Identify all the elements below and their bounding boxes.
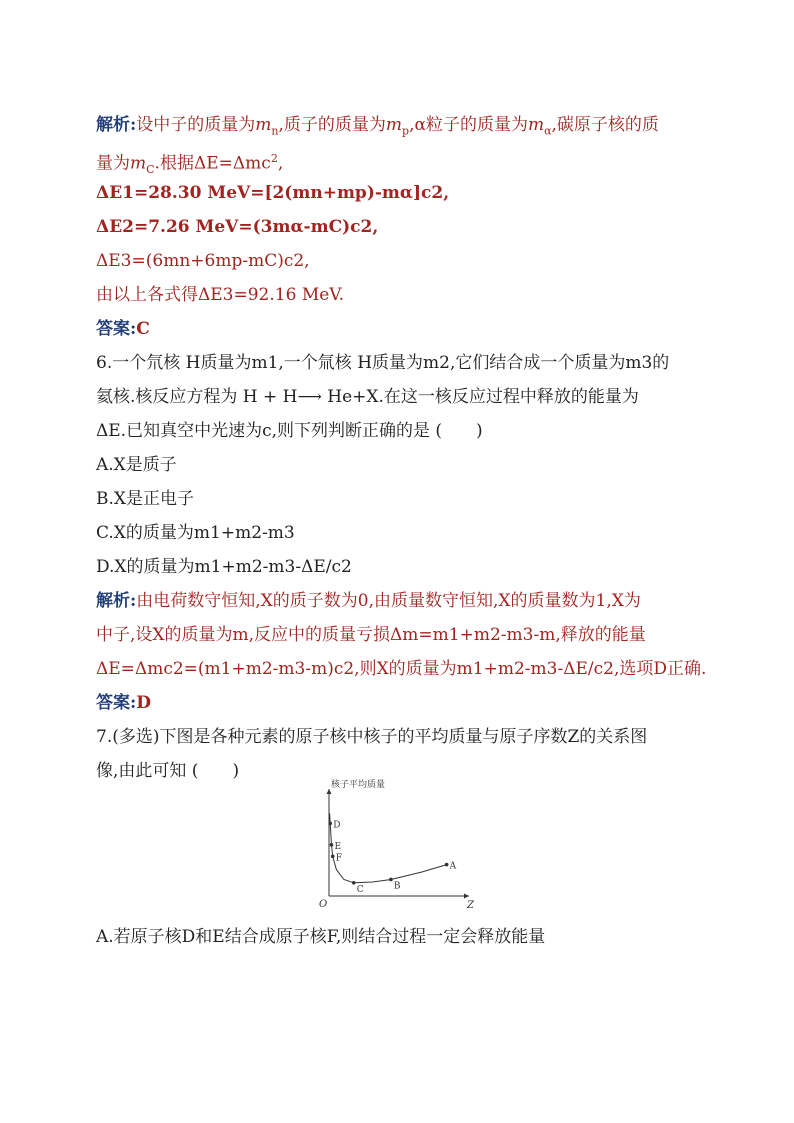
q5-answer — [96, 312, 700, 346]
point-a — [445, 863, 449, 867]
point-e — [330, 843, 334, 847]
q5-analysis-line2: 量为$m_C$.根据ΔE=Δmc$^2$, — [96, 152, 284, 177]
q6-analysis-line1: 解析:由电荷数守恒知,X的质子数为0,由质量数守恒知,X的质量数为1,X为 — [96, 591, 641, 611]
answer-value: D — [136, 693, 152, 713]
x-axis-arrow — [464, 894, 469, 899]
q6-option-c: C.X的质量为m1+m2-m3 — [96, 523, 295, 543]
q5-analysis-line5: ΔE3=(6mn+6mp-mC)c2, — [96, 251, 310, 271]
q6-stem-line1: 6.一个氘核 H质量为m1,一个氚核 H质量为m2,它们结合成一个质量为m3的 — [96, 353, 670, 373]
point-label-a: A — [449, 861, 457, 872]
point-label-d: D — [333, 820, 341, 831]
point-c — [352, 881, 356, 885]
q6-answer — [96, 686, 700, 720]
q6-analysis-line2: 中子,设X的质量为m,反应中的质量亏损Δm=m1+m2-m3-m,释放的能量 — [96, 625, 646, 645]
q7-stem-line2: 像,由此可知 ( ) — [96, 761, 240, 781]
x-axis-label: Z — [467, 900, 474, 911]
origin-label: O — [319, 899, 328, 910]
q5-analysis-line3: ΔE1=28.30 MeV=[2(mn+mp)-mα]c2, — [96, 183, 450, 203]
point-label-b: B — [393, 881, 401, 892]
q6-analysis-line3: ΔE=Δmc2=(m1+m2-m3-m)c2,则X的质量为m1+m2-m3-ΔE/c2,选项D正确. — [96, 659, 707, 679]
q6-stem-line3: ΔE.已知真空中光速为c,则下列判断正确的是 ( ) — [96, 421, 483, 441]
document-page — [96, 108, 707, 954]
point-d — [328, 822, 332, 826]
y-axis-label: 核子平均质量 — [331, 780, 386, 790]
point-label-f: F — [335, 853, 342, 864]
q6-option-b: B.X是正电子 — [96, 489, 194, 509]
point-b — [389, 878, 393, 882]
q7-option-a: A.若原子核D和E结合成原子核F,则结合过程一定会释放能量 — [96, 927, 546, 947]
q5-analysis-line6: 由以上各式得ΔE3=92.16 MeV. — [96, 285, 344, 305]
point-label-c: C — [356, 884, 364, 895]
q6-option-a: A.X是质子 — [96, 455, 177, 475]
curve-line — [330, 813, 447, 882]
chart-svg — [311, 780, 481, 918]
q5-analysis-line4: ΔE2=7.26 MeV=(3mα-mC)c2, — [96, 217, 379, 237]
point-label-e: E — [334, 841, 342, 852]
q6-option-d: D.X的质量为m1+m2-m3-ΔE/c2 — [96, 557, 352, 577]
q7-stem-line1: 7.(多选)下图是各种元素的原子核中核子的平均质量与原子序数Z的关系图 — [96, 727, 648, 747]
q6-stem-line2: 氦核.核反应方程为 H + H⟶ He+X.在这一核反应过程中释放的能量为 — [96, 387, 639, 407]
answer-label: 答案: — [96, 319, 137, 339]
answer-label: 答案: — [96, 693, 137, 713]
analysis-label: 解析: — [96, 591, 137, 611]
analysis-label: 解析: — [96, 115, 137, 135]
nucleon-mass-chart — [311, 780, 481, 918]
q5-analysis-line1: 解析:设中子的质量为$m_n$,质子的质量为$m_p,\alpha$粒子的质量为$m_\alpha$,碳原子核的质 — [96, 115, 659, 138]
point-f — [331, 855, 335, 859]
answer-value: C — [136, 319, 150, 339]
